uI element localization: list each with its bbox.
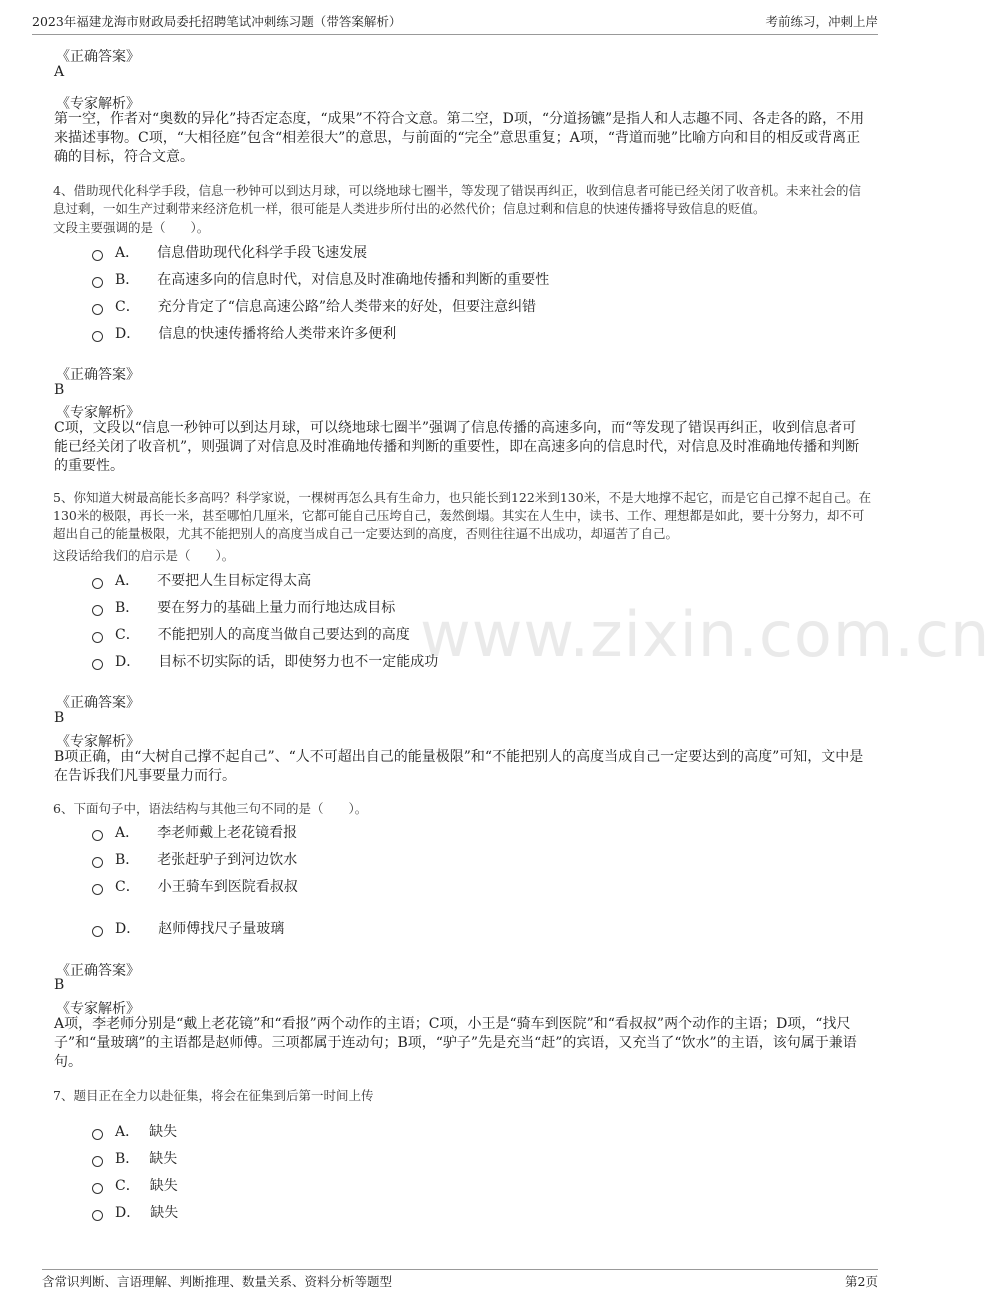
option-letter: C． [115, 1178, 140, 1194]
answer-label: 《正确答案》 [56, 963, 140, 979]
option-text: 小王骑车到医院看叔叔 [157, 879, 298, 895]
option-letter: C． [115, 627, 140, 643]
option-letter: C． [115, 879, 140, 895]
radio-icon[interactable] [92, 578, 103, 589]
option-d[interactable] [92, 918, 284, 938]
question-stem: 6、下面句子中，语法结构与其他三句不同的是（ ）。 [53, 801, 368, 816]
option-letter: D． [115, 1205, 141, 1221]
answer-value: B [54, 382, 65, 398]
analysis-text: B项正确，由“大树自己撑不起自己”、“人不可超出自己的能量极限”和“不能把别人的高度当成自己一定要达到的高度”可知，文中是在告诉我们凡事要量力而行。 [54, 749, 864, 784]
answer-value: A [54, 64, 65, 80]
option-letter: D． [115, 654, 141, 670]
page-footer [42, 1269, 878, 1290]
option-text: 缺失 [150, 1205, 179, 1221]
question-stem: 5、你知道大树最高能长多高吗？科学家说，一棵树再怎么具有生命力，也只能长到122米到130米，不是大地撑不起它，而是它自己撑不起自己。在130米的极限，再长一米，甚至哪怕几厘米，它都可能自己压垮自己，轰然倒塌。其实在人生中，读书、工作、理想都是如此，要十分努力，却不可超出自己的能量极限，尤其不能把别人的高度当成自己一定要达到的高度，否则往往逼不出成功，却逼苦了自己。 [53, 490, 872, 541]
header-slogan: 考前练习，冲刺上岸 [765, 14, 878, 29]
option-c[interactable] [92, 296, 536, 316]
analysis-label: 《专家解析》 [56, 734, 140, 750]
option-b[interactable] [92, 269, 549, 289]
option-c[interactable] [92, 1175, 178, 1195]
analysis-label: 《专家解析》 [56, 1001, 140, 1017]
option-letter: B． [115, 272, 140, 288]
answer-label: 《正确答案》 [56, 367, 140, 383]
option-letter: B． [115, 852, 140, 868]
option-b[interactable] [92, 1148, 177, 1168]
answer-label: 《正确答案》 [56, 49, 140, 65]
option-letter: B． [115, 600, 140, 616]
radio-icon[interactable] [92, 605, 103, 616]
footer-categories: 含常识判断、言语理解、判断推理、数量关系、资料分析等题型 [42, 1274, 393, 1289]
option-a[interactable] [92, 570, 311, 590]
answer-value: B [54, 710, 65, 726]
option-letter: D． [115, 921, 141, 937]
question-prompt: 这段话给我们的启示是（ ）。 [53, 548, 235, 563]
radio-icon[interactable] [92, 659, 103, 670]
radio-icon[interactable] [92, 857, 103, 868]
option-letter: C． [115, 299, 140, 315]
option-text: 老张赶驴子到河边饮水 [157, 852, 298, 868]
analysis-text: C项，文段以“信息一秒钟可以到达月球，可以绕地球七圈半”强调了信息传播的高速多向，而“等发现了错误再纠正，收到信息者可能已经关闭了收音机”，则强调了对信息及时准确地传播和判断的重要性，即在高速多向的信息时代，对信息及时准确地传播和判断的重要性。 [54, 420, 860, 474]
analysis-label: 《专家解析》 [56, 405, 140, 421]
option-c[interactable] [92, 624, 410, 644]
question-stem: 4、借助现代化科学手段，信息一秒钟可以到达月球，可以绕地球七圈半，等发现了错误再纠正，收到信息者可能已经关闭了收音机。未来社会的信息过剩，一如生产过剩带来经济危机一样，很可能是人类进步所付出的必然代价；信息过剩和信息的快速传播将导致信息的贬值。 [53, 183, 861, 216]
option-text: 在高速多向的信息时代，对信息及时准确地传播和判断的重要性 [157, 272, 550, 288]
radio-icon[interactable] [92, 884, 103, 895]
radio-icon[interactable] [92, 277, 103, 288]
option-b[interactable] [92, 597, 395, 617]
radio-icon[interactable] [92, 1210, 103, 1221]
option-a[interactable] [92, 1121, 177, 1141]
option-c[interactable] [92, 876, 298, 896]
page-number: 第2页 [845, 1274, 878, 1289]
option-letter: A． [115, 245, 140, 261]
option-d[interactable] [92, 651, 438, 671]
question-prompt: 文段主要强调的是（ ）。 [53, 220, 210, 235]
option-text: 缺失 [149, 1178, 178, 1194]
option-text: 不能把别人的高度当做自己要达到的高度 [157, 627, 410, 643]
radio-icon[interactable] [92, 926, 103, 937]
document-title: 2023年福建龙海市财政局委托招聘笔试冲刺练习题（带答案解析） [32, 14, 402, 29]
option-a[interactable] [92, 822, 297, 842]
option-text: 信息的快速传播将给人类带来许多便利 [158, 326, 397, 342]
option-a[interactable] [92, 242, 367, 262]
radio-icon[interactable] [92, 250, 103, 261]
option-text: 缺失 [149, 1124, 178, 1140]
radio-icon[interactable] [92, 1156, 103, 1167]
option-d[interactable] [92, 1202, 178, 1222]
option-letter: B． [115, 1151, 140, 1167]
radio-icon[interactable] [92, 304, 103, 315]
option-text: 信息借助现代化科学手段飞速发展 [157, 245, 368, 261]
question-stem: 7、题目正在全力以赴征集，将会在征集到后第一时间上传 [53, 1088, 374, 1103]
answer-value: B [54, 977, 65, 993]
option-text: 目标不切实际的话，即使努力也不一定能成功 [158, 654, 439, 670]
option-text: 缺失 [149, 1151, 178, 1167]
option-b[interactable] [92, 849, 297, 869]
radio-icon[interactable] [92, 632, 103, 643]
analysis-text: 第一空，作者对“奥数的异化”持否定态度，“成果”不符合文意。第二空，D项，“分道扬镳”是指人和人志趣不同、各走各的路，不用来描述事物。C项，“大相径庭”包含“相差很大”的意思，与前面的“完全”意思重复；A项，“背道而驰”比喻方向和目的相反或背离正确的目标，符合文意。 [54, 111, 865, 165]
option-text: 赵师傅找尺子量玻璃 [158, 921, 285, 937]
radio-icon[interactable] [92, 1183, 103, 1194]
option-text: 要在努力的基础上量力而行地达成目标 [157, 600, 396, 616]
analysis-label: 《专家解析》 [56, 96, 140, 112]
watermark: www.zixin.com.cn [420, 598, 990, 671]
radio-icon[interactable] [92, 830, 103, 841]
option-letter: A． [115, 825, 140, 841]
option-text: 不要把人生目标定得太高 [157, 573, 312, 589]
analysis-text: A项，李老师分别是“戴上老花镜”和“看报”两个动作的主语；C项，小王是“骑车到医院”和“看叔叔”两个动作的主语；D项，“找尺子”和“量玻璃”的主语都是赵师傅。三项都属于连动句；B项，“驴子”先是充当“赶”的宾语，又充当了“饮水”的主语，该句属于兼语句。 [54, 1016, 857, 1070]
option-letter: A． [115, 1124, 140, 1140]
option-text: 李老师戴上老花镜看报 [157, 825, 298, 841]
option-letter: A． [115, 573, 140, 589]
radio-icon[interactable] [92, 1129, 103, 1140]
answer-label: 《正确答案》 [56, 695, 140, 711]
option-text: 充分肯定了“信息高速公路”给人类带来的好处，但要注意纠错 [157, 299, 537, 315]
option-d[interactable] [92, 323, 396, 343]
option-letter: D． [115, 326, 141, 342]
radio-icon[interactable] [92, 331, 103, 342]
